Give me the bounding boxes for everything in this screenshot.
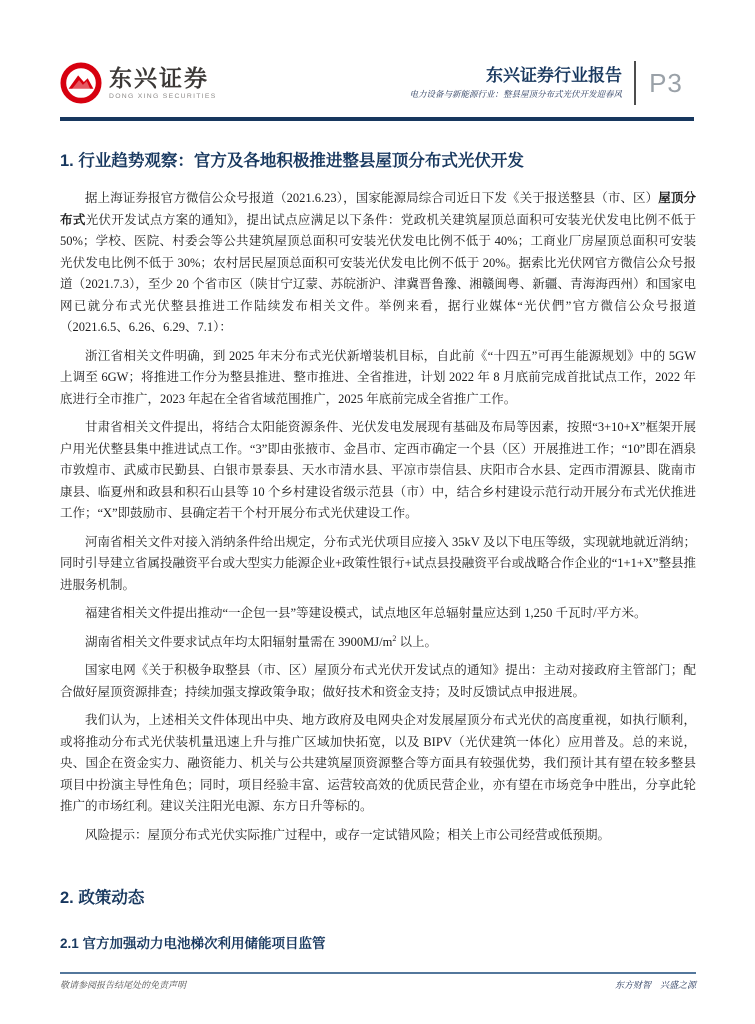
dongxing-logo-icon — [60, 62, 102, 104]
section-2-heading: 2. 政策动态 — [60, 889, 145, 907]
paragraph-henan: 河南省相关文件对接入消纳条件给出规定，分布式光伏项目应接入 35kV 及以下电压等级，实现就地就近消纳；同时引导建立省属投融资平台或大型实力能源企业+政策性银行+试点县投融资平台或战略合作企业的“1+1+X”整县推进服务机制。 — [60, 534, 696, 592]
paragraph-pilot-notice — [60, 188, 696, 339]
header-title-block — [409, 66, 634, 101]
footer-rule — [60, 972, 696, 974]
section-1-heading: 1. 行业趋势观察：官方及各地积极推进整县屋顶分布式光伏开发 — [60, 152, 524, 170]
paragraph-analyst-view: 我们认为，上述相关文件体现出中央、地方政府及电网央企对发展屋顶分布式光伏的高度重视，如执行顺利，或将推动分布式光伏装机量迅速上升与推广区域加快拓宽，以及 BIPV（光伏建筑一体化）应用普及。总的来说，央、国企在资金实力、融资能力、机关与公共建筑屋顶资源整合等方面具有较强优势，我们预计其有望在较多整县项目中扮演主导性角色；同时，项目经验丰富、运营较高效的优质民营企业，亦有望在市场竞争中胜出，分享此轮推广的市场红利。建议关注阳光电源、东方日升等标的。 — [60, 713, 696, 813]
paragraph-state-grid: 国家电网《关于积极争取整县（市、区）屋顶分布式光伏开发试点的通知》提出：主动对接政府主管部门；配合做好屋顶资源排查；持续加强支撑政策争取；做好技术和资金支持；及时反馈试点申报进展。 — [60, 663, 696, 699]
paragraph-zhejiang: 浙江省相关文件明确，到 2025 年末分布式光伏新增装机目标，自此前《“十四五”可再生能源规划》中的 5GW 上调至 6GW；将推进工作分为整县推进、整市推进、全省推进，计划 2022 年 8 月底前完成首批试点工作，2022 年底进行全市推广，2023 年起在全省省域范围推广，2025 年底前完成全省推广工作。 — [60, 348, 696, 406]
paragraph-gansu: 甘肃省相关文件提出，将结合太阳能资源条件、光伏发电发展现有基础及布局等因素，按照“3+10+X”框架开展户用光伏整县集中推进试点工作。“3”即由张掖市、金昌市、定西市确定一个县（区）开展推进工作；“10”即在酒泉市敦煌市、武威市民勤县、白银市景泰县、天水市清水县、平凉市崇信县、庆阳市合水县、定西市渭源县、陇南市康县、临夏州和政县和积石山县等 10 个乡村建设省级示范县（市）中，结合乡村建设示范行动开展分布式光伏推进工作；“X”即鼓励市、县确定若干个村开展分布式光伏建设工作。 — [60, 420, 696, 520]
paragraph-hunan — [60, 632, 696, 654]
paragraph-pilot-notice-post: 光伏开发试点方案的通知》，提出试点应满足以下条件：党政机关建筑屋顶总面积可安装光伏发电比例不低于 50%；学校、医院、村委会等公共建筑屋顶总面积可安装光伏发电比例不低于 40%；工商业厂房屋顶总面积可安装光伏发电比例不低于 30%；农村居民屋顶总面积可安装光伏发电比例不低于 20%。据索比光伏网官方微信公众号报道（2021.7.3），至少 20 个省市区（陕甘宁辽蒙、苏皖浙沪、津冀晋鲁豫、湘赣闽粤、新疆、青海海西州）和国家电网已就分布式光伏整县推进工作陆续发布相关文件。举例来看，据行业媒体“光伏們”官方微信公众号报道（2021.6.5、6.26、6.29、7.1）： — [60, 212, 696, 334]
section-2-1-heading: 2.1 官方加强动力电池梯次利用储能项目监管 — [60, 936, 326, 951]
report-body — [60, 141, 696, 952]
paragraph-hunan-pre: 湖南省相关文件要求试点年均太阳辐射量需在 3900MJ/m — [85, 634, 393, 649]
brand-name-en: DONG XING SECURITIES — [109, 92, 217, 100]
brand-logo — [60, 62, 217, 104]
report-footer — [60, 978, 696, 991]
header-rule — [60, 117, 694, 121]
report-header — [60, 54, 696, 112]
company-slogan: 东方财智 兴盛之源 — [614, 980, 696, 990]
paragraph-pilot-notice-pre: 据上海证券报官方微信公众号报道（2021.6.23），国家能源局综合司近日下发《关于报送整县（市、区） — [85, 191, 659, 205]
paragraph-pilot-notice-bold: 屋顶分布式 — [60, 191, 696, 227]
paragraph-hunan-post: 以上。 — [396, 634, 437, 649]
brand-logo-text — [109, 66, 217, 99]
paragraph-hunan-superscript: 2 — [392, 633, 397, 643]
page-number: P3 — [649, 67, 683, 98]
brand-name-cn: 东兴证券 — [109, 65, 209, 92]
paragraph-risk-warning: 风险提示：屋顶分布式光伏实际推广过程中，或存一定试错风险；相关上市公司经营或低预期。 — [85, 827, 611, 842]
disclaimer-note: 敬请参阅报告结尾处的免责声明 — [60, 980, 187, 990]
report-subtitle: 电力设备与新能源行业：整县屋顶分布式光伏开发迎春风 — [409, 89, 622, 100]
paragraph-fujian: 福建省相关文件提出推动“一企包一县”等建设模式，试点地区年总辐射量应达到 1,250 千瓦时/平方米。 — [85, 606, 647, 620]
report-series-title: 东兴证券行业报告 — [486, 65, 622, 85]
